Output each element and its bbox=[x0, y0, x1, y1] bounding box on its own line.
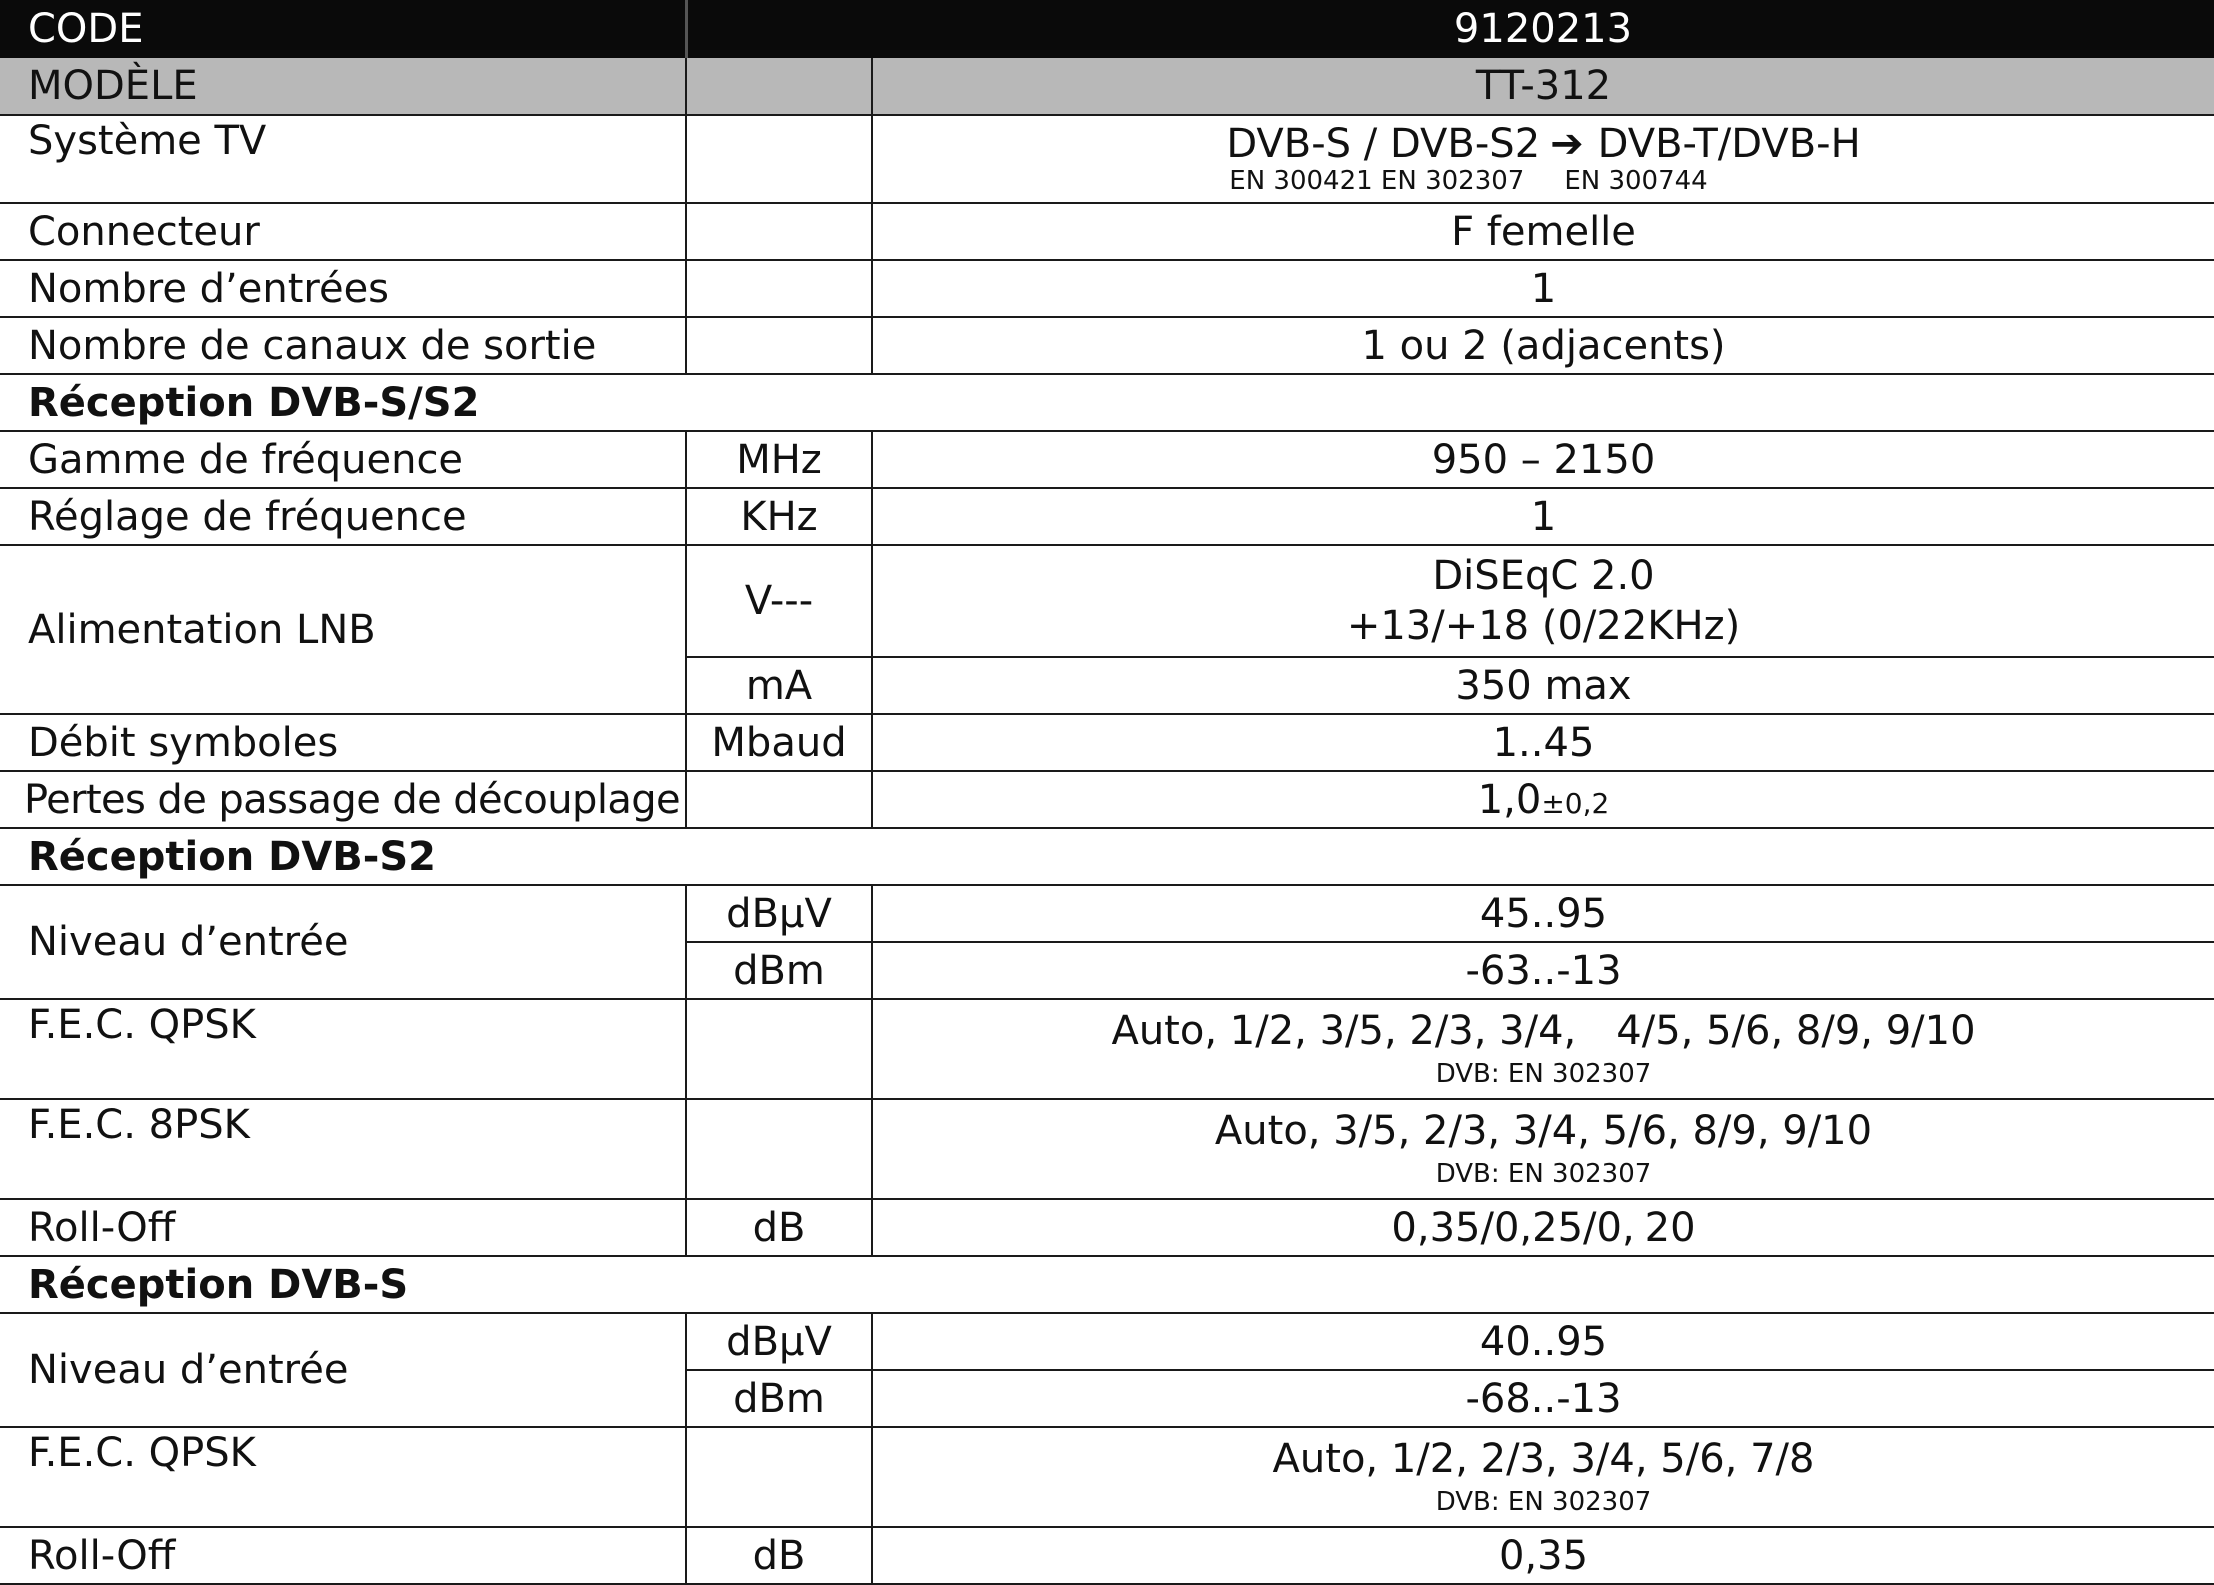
row-unit bbox=[686, 317, 872, 374]
row-code bbox=[0, 0, 2214, 58]
row-label: F.E.C. 8PSK bbox=[0, 1099, 686, 1199]
row-unit bbox=[686, 1099, 872, 1199]
row-value: 45..95 bbox=[872, 885, 2214, 942]
row-value: -63..-13 bbox=[872, 942, 2214, 999]
row-label: Niveau d’entrée bbox=[0, 885, 686, 999]
loss-tolerance: ±0,2 bbox=[1541, 786, 1610, 820]
row-unit: dB bbox=[686, 1199, 872, 1256]
row-fec-8psk bbox=[0, 1099, 2214, 1199]
row-rolloff bbox=[0, 1199, 2214, 1256]
model-unit bbox=[686, 58, 872, 115]
row-value: 1 bbox=[872, 260, 2214, 317]
row-lnb-voltage bbox=[0, 545, 2214, 657]
row-label: Nombre d’entrées bbox=[0, 260, 686, 317]
row-unit bbox=[686, 1427, 872, 1527]
row-label: Niveau d’entrée bbox=[0, 1313, 686, 1427]
loss-value: 1,0 bbox=[1477, 776, 1542, 823]
row-model bbox=[0, 58, 2214, 115]
row-label: Roll-Off bbox=[0, 1527, 686, 1584]
section-dvbs bbox=[0, 1256, 2214, 1313]
row-inputs bbox=[0, 260, 2214, 317]
row-value bbox=[872, 999, 2214, 1099]
row-value: 40..95 bbox=[872, 1313, 2214, 1370]
system-input-std: EN 300421 EN 302307 bbox=[1229, 165, 1525, 196]
row-label: F.E.C. QPSK bbox=[0, 999, 686, 1099]
system-tv-value bbox=[872, 115, 2214, 203]
row-label: Débit symboles bbox=[0, 714, 686, 771]
row-value: 950 – 2150 bbox=[872, 431, 2214, 488]
row-label: Réglage de fréquence bbox=[0, 488, 686, 545]
row-input-level-dbuv bbox=[0, 1313, 2214, 1370]
row-value bbox=[872, 1099, 2214, 1199]
system-output: DVB-T/DVB-H bbox=[1597, 120, 1861, 167]
row-unit bbox=[686, 260, 872, 317]
row-unit: MHz bbox=[686, 431, 872, 488]
rolloff-values-a: 0,35/0,25/0, bbox=[1391, 1204, 1635, 1251]
section-title: Réception DVB-S2 bbox=[0, 828, 2214, 885]
row-label: Connecteur bbox=[0, 203, 686, 260]
arrow-right-icon: ➔ bbox=[1550, 120, 1584, 167]
row-outputs bbox=[0, 317, 2214, 374]
model-value: TT-312 bbox=[872, 58, 2214, 115]
row-unit bbox=[686, 203, 872, 260]
row-value: F femelle bbox=[872, 203, 2214, 260]
fec-values: Auto, 3/5, 2/3, 3/4, 5/6, 8/9, 9/10 bbox=[1214, 1107, 1873, 1154]
row-input-level-dbuv bbox=[0, 885, 2214, 942]
row-label: Pertes de passage de découplage bbox=[0, 771, 686, 828]
system-input: DVB-S / DVB-S2 bbox=[1226, 120, 1541, 167]
system-tv-label: Système TV bbox=[0, 115, 686, 203]
fec-note: DVB: EN 302307 bbox=[1435, 1058, 1652, 1089]
row-freq-range bbox=[0, 431, 2214, 488]
code-unit bbox=[686, 0, 872, 58]
section-dvbs2 bbox=[0, 828, 2214, 885]
row-value bbox=[872, 1427, 2214, 1527]
row-value: -68..-13 bbox=[872, 1370, 2214, 1427]
section-title: Réception DVB-S/S2 bbox=[0, 374, 2214, 431]
row-unit bbox=[686, 771, 872, 828]
fec-values-a: Auto, 1/2, 3/5, 2/3, 3/4, bbox=[1111, 1007, 1577, 1054]
row-unit: Mbaud bbox=[686, 714, 872, 771]
fec-values-b: 4/5, 5/6, 8/9, 9/10 bbox=[1616, 1007, 1976, 1054]
row-label: Gamme de fréquence bbox=[0, 431, 686, 488]
section-dvbs-s2 bbox=[0, 374, 2214, 431]
row-value bbox=[872, 1199, 2214, 1256]
row-value: 0,35 bbox=[872, 1527, 2214, 1584]
row-unit: dB bbox=[686, 1527, 872, 1584]
row-unit: dBμV bbox=[686, 1313, 872, 1370]
row-value: 1..45 bbox=[872, 714, 2214, 771]
row-connector bbox=[0, 203, 2214, 260]
row-unit: KHz bbox=[686, 488, 872, 545]
row-unit: mA bbox=[686, 657, 872, 714]
row-unit: dBm bbox=[686, 1370, 872, 1427]
lnb-diseqc: DiSEqC 2.0 bbox=[1432, 553, 1655, 599]
row-unit: dBμV bbox=[686, 885, 872, 942]
row-value bbox=[872, 771, 2214, 828]
row-symbol-rate bbox=[0, 714, 2214, 771]
row-rolloff bbox=[0, 1527, 2214, 1584]
system-standards bbox=[883, 167, 2204, 196]
row-label: Alimentation LNB bbox=[0, 545, 686, 714]
row-fec-qpsk bbox=[0, 999, 2214, 1099]
row-label: Roll-Off bbox=[0, 1199, 686, 1256]
code-value: 9120213 bbox=[872, 0, 2214, 58]
code-label: CODE bbox=[0, 0, 686, 58]
row-value: 1 ou 2 (adjacents) bbox=[872, 317, 2214, 374]
fec-values: Auto, 1/2, 2/3, 3/4, 5/6, 7/8 bbox=[1272, 1435, 1815, 1482]
model-label: MODÈLE bbox=[0, 58, 686, 115]
system-output-std: EN 300744 bbox=[1564, 165, 1708, 196]
row-unit: V--- bbox=[686, 545, 872, 657]
row-loss bbox=[0, 771, 2214, 828]
row-unit bbox=[686, 999, 872, 1099]
lnb-voltage: +13/+18 (0/22KHz) bbox=[1346, 603, 1741, 649]
fec-note: DVB: EN 302307 bbox=[1435, 1158, 1652, 1189]
section-title: Réception DVB-S bbox=[0, 1256, 2214, 1313]
row-fec-qpsk bbox=[0, 1427, 2214, 1527]
row-label: Nombre de canaux de sortie bbox=[0, 317, 686, 374]
rolloff-values-b: 20 bbox=[1644, 1204, 1696, 1251]
row-label: F.E.C. QPSK bbox=[0, 1427, 686, 1527]
row-unit: dBm bbox=[686, 942, 872, 999]
row-value bbox=[872, 545, 2214, 657]
row-system-tv bbox=[0, 115, 2214, 203]
row-value: 1 bbox=[872, 488, 2214, 545]
fec-note: DVB: EN 302307 bbox=[1435, 1486, 1652, 1517]
system-tv-unit bbox=[686, 115, 872, 203]
row-value: 350 max bbox=[872, 657, 2214, 714]
row-freq-step bbox=[0, 488, 2214, 545]
